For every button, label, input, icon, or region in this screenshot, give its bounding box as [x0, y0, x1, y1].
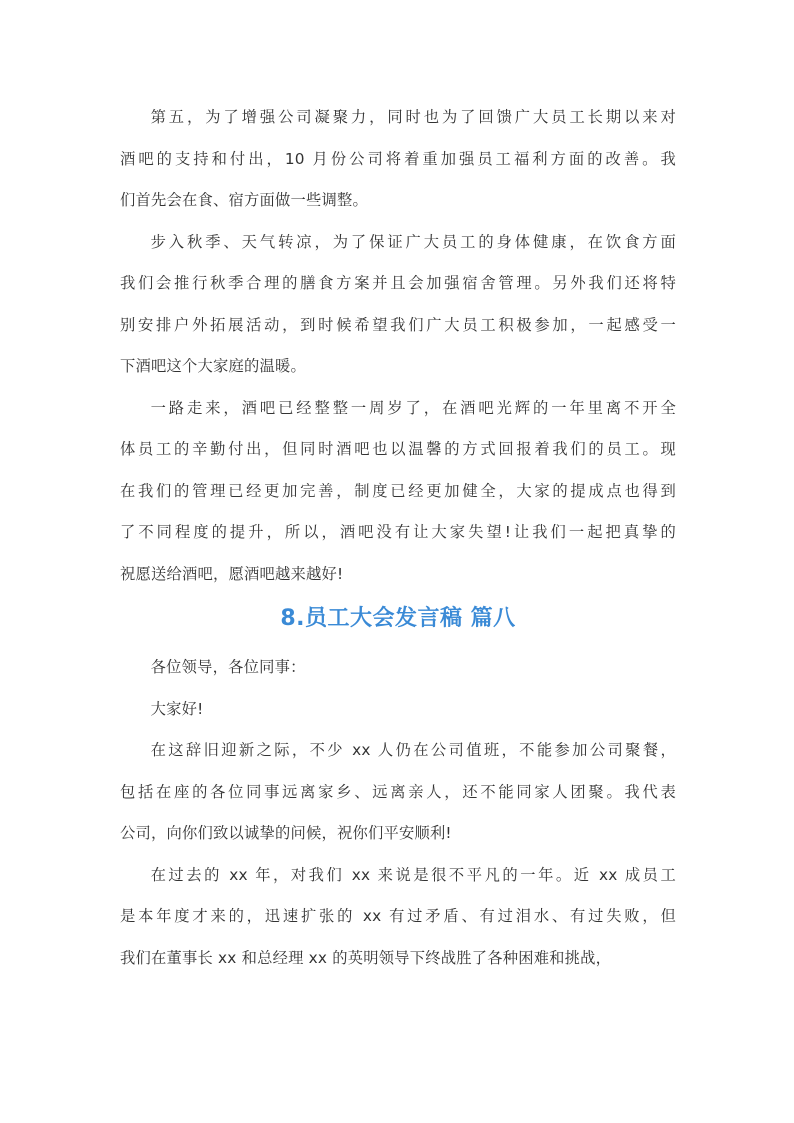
top-paragraphs — [120, 97, 676, 595]
paragraph-line: 了不同程度的提升，所以，酒吧没有让大家失望!让我们一起把真挚的 — [120, 523, 676, 541]
section-title: 8.员工大会发言稿 篇八 — [280, 606, 516, 631]
bottom-paragraphs — [120, 647, 676, 979]
paragraph-line: 祝愿送给酒吧，愿酒吧越来越好! — [120, 564, 344, 583]
paragraph-line: 下酒吧这个大家庭的温暖。 — [120, 357, 306, 375]
paragraph — [120, 647, 676, 689]
paragraph-line: 一路走来，酒吧已经整整一周岁了，在酒吧光辉的一年里离不开全 — [150, 398, 676, 417]
paragraph-line: 们首先会在食、宿方面做一些调整。 — [120, 191, 368, 209]
paragraph-line: 在这辞旧迎新之际，不少 xx 人仍在公司值班，不能参加公司聚餐， — [150, 741, 676, 759]
document-page — [120, 97, 676, 979]
paragraph — [120, 730, 676, 855]
paragraph — [120, 689, 676, 731]
paragraph-line: 我们在董事长 xx 和总经理 xx 的英明领导下终战胜了各种困难和挑战， — [120, 948, 612, 967]
paragraph-line: 在我们的管理已经更加完善，制度已经更加健全，大家的提成点也得到 — [120, 481, 676, 500]
paragraph-line: 我们会推行秋季合理的膳食方案并且会加强宿舍管理。另外我们还将特 — [120, 274, 676, 292]
paragraph-line: 是本年度才来的，迅速扩张的 xx 有过矛盾、有过泪水、有过失败，但 — [120, 907, 676, 925]
paragraph-line: 体员工的辛勤付出，但同时酒吧也以温馨的方式回报着我们的员工。现 — [120, 440, 676, 458]
paragraph — [120, 388, 676, 596]
paragraph — [120, 855, 676, 980]
paragraph-line: 第五，为了增强公司凝聚力，同时也为了回馈广大员工长期以来对 — [150, 108, 676, 126]
paragraph-line: 在过去的 xx 年，对我们 xx 来说是很不平凡的一年。近 xx 成员工 — [150, 865, 676, 884]
paragraph — [120, 222, 676, 388]
paragraph — [120, 97, 676, 222]
paragraph-line: 酒吧的支持和付出，10 月份公司将着重加强员工福利方面的改善。我 — [120, 149, 676, 168]
paragraph-line: 步入秋季、天气转凉，为了保证广大员工的身体健康，在饮食方面 — [150, 232, 676, 251]
paragraph-line: 公司，向你们致以诚挚的问候，祝你们平安顺利! — [120, 824, 452, 842]
paragraph-line: 各位领导，各位同事： — [150, 658, 306, 676]
paragraph-line: 大家好! — [150, 699, 204, 718]
paragraph-line: 包括在座的各位同事远离家乡、远离亲人，还不能同家人团聚。我代表 — [120, 782, 676, 801]
paragraph-line: 别安排户外拓展活动，到时候希望我们广大员工积极参加，一起感受一 — [120, 315, 676, 334]
